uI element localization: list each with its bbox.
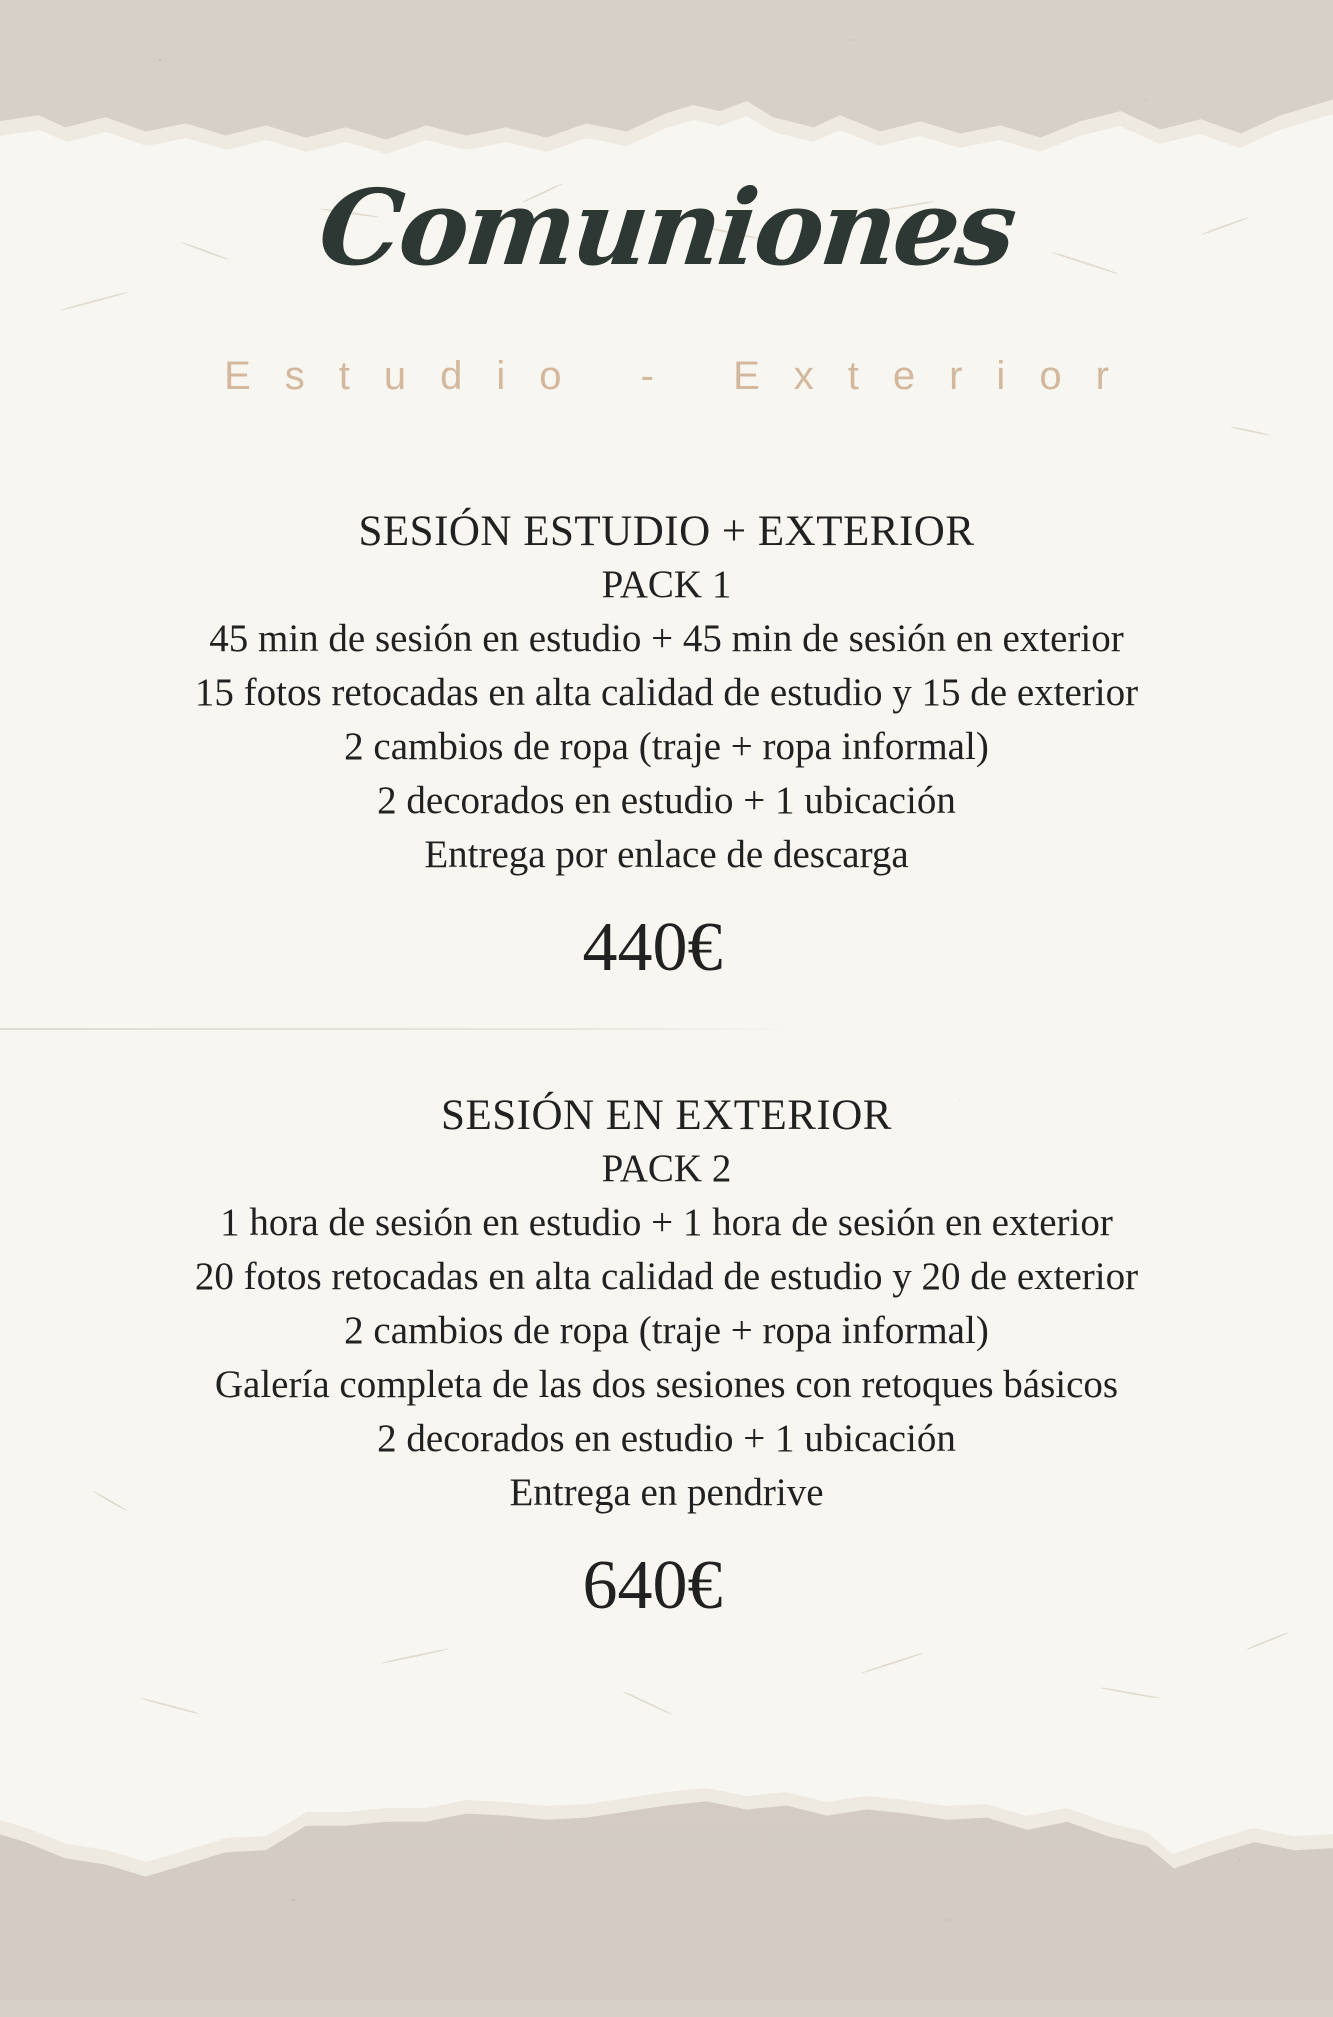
pack-1-line: 2 decorados en estudio + 1 ubicación [377,779,956,822]
pack-1-label: PACK 1 [601,563,732,606]
page-subtitle: Estudio - Exterior [224,354,1143,398]
pack-2-price: 640€ [582,1547,723,1624]
pack-2-line: 1 hora de sesión en estudio + 1 hora de sesión en exterior [220,1201,1113,1244]
pack-1-heading: SESIÓN ESTUDIO + EXTERIOR [358,508,975,555]
pack-1-line: 45 min de sesión en estudio + 45 min de sesión en exterior [209,617,1124,660]
pack-2-line: 2 cambios de ropa (traje + ropa informal) [344,1309,989,1352]
page-title: Comuniones [313,166,1020,289]
pack-2-line: Entrega en pendrive [509,1471,824,1514]
pack-1-line: 15 fotos retocadas en alta calidad de estudio y 15 de exterior [194,671,1139,714]
pack-1-section [0,506,1333,988]
pack-2-heading: SESIÓN EN EXTERIOR [441,1092,892,1139]
pack-1-price: 440€ [582,909,723,986]
pack-2-section [0,1090,1333,1626]
pack-2-line: Galería completa de las dos sesiones con retoques básicos [214,1363,1119,1406]
pack-2-label: PACK 2 [601,1147,732,1190]
pack-1-line: 2 cambios de ropa (traje + ropa informal) [344,725,989,768]
pack-2-line: 2 decorados en estudio + 1 ubicación [377,1417,956,1460]
pack-1-line: Entrega por enlace de descarga [424,833,909,876]
pack-2-line: 20 fotos retocadas en alta calidad de estudio y 20 de exterior [194,1255,1139,1298]
